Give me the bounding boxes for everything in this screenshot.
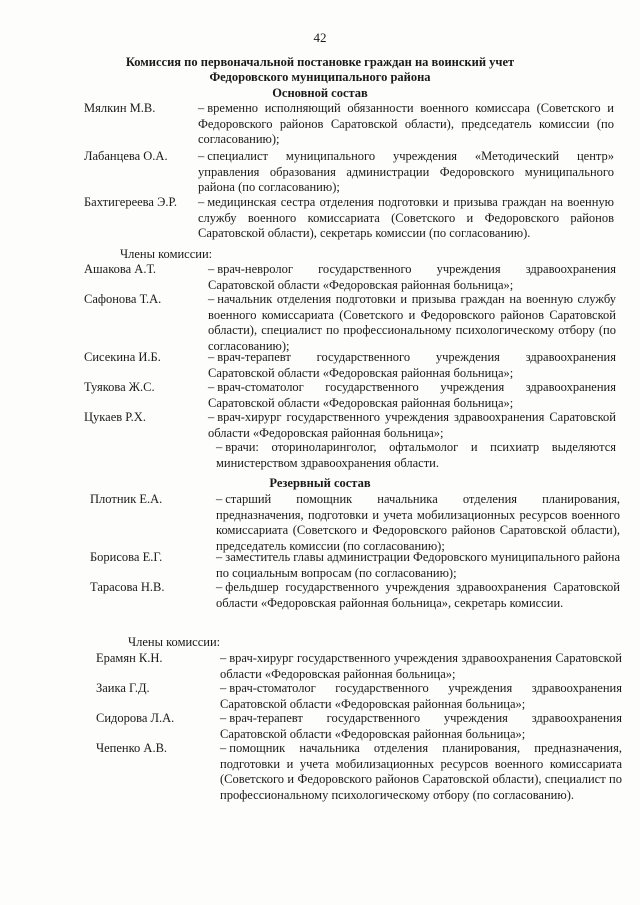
person-role: – старший помощник начальника отделения планирования, предназначения, подготовки и учета мобилизационных ресурсов военного комиссариата (Советского и Федоровского районов Саратовской области), председатель комиссии (по согласованию); <box>216 492 620 553</box>
person-name: Бахтигереева Э.Р. <box>84 195 177 209</box>
person-role: – врач-стоматолог государственного учреждения здравоохранения Саратовской области «Федоровская районная больница»; <box>220 681 622 711</box>
person-role: – начальник отделения подготовки и призыва граждан на военную службу военного комиссариата (Советского и Федоровского районов Саратовской области), специалист по профессиональному психологическому отбору (по согласованию); <box>208 292 616 353</box>
person-role: – специалист муниципального учреждения «Методический центр» управления образования администрации Федоровского муниципального района (по согласованию); <box>198 149 614 194</box>
main-composition-heading: Основной состав <box>272 86 368 100</box>
person-role: – фельдшер государственного учреждения здравоохранения Саратовской области «Федоровская районная больница», секретарь комиссии. <box>216 580 620 610</box>
person-name: Туякова Ж.С. <box>84 380 155 394</box>
person-role: – врач-хирург государственного учреждения здравоохранения Саратовской области «Федоровская районная больница»; <box>208 410 616 440</box>
person-name: Плотник Е.А. <box>90 492 163 506</box>
title-line-1: Комиссия по первоначальной постановке граждан на воинский учет <box>125 55 515 69</box>
page-number: 42 <box>313 30 327 45</box>
person-role: – помощник начальника отделения планирования, предназначения, подготовки и учета мобилизационных ресурсов военного комиссариата (Советского и Федоровского районов Саратовской области), специалист по профессиональному психологическому отбору (по согласованию). <box>220 741 622 802</box>
person-role: – медицинская сестра отделения подготовки и призыва граждан на военную службу военного комиссариата (Советского и Федоровского районов Саратовской области), секретарь комиссии (по согласованию). <box>198 195 614 240</box>
person-name: Ашакова А.Т. <box>84 262 156 276</box>
reserve-members-label: Члены комиссии: <box>128 635 221 649</box>
person-role: – врач-невролог государственного учреждения здравоохранения Саратовской области «Федоровская районная больница»; <box>208 262 616 292</box>
person-name: Чепенко А.В. <box>96 741 168 755</box>
person-name: Тарасова Н.В. <box>90 580 165 594</box>
person-role: – заместитель главы администрации Федоровского муниципального района по социальным вопросам (по согласованию); <box>216 550 620 580</box>
reserve-composition-heading: Резервный состав <box>269 476 371 490</box>
person-name: Ерамян К.Н. <box>96 651 163 665</box>
person-name: Цукаев Р.Х. <box>84 410 146 424</box>
person-name: Сисекина И.Б. <box>84 350 161 364</box>
person-role: – врач-терапевт государственного учреждения здравоохранения Саратовской области «Федоровская районная больница»; <box>220 711 622 741</box>
title-line-2: Федоровского муниципального района <box>209 70 431 84</box>
person-role: – врач-хирург государственного учреждения здравоохранения Саратовской области «Федоровская районная больница»; <box>220 651 622 681</box>
main-members-label: Члены комиссии: <box>120 247 213 261</box>
person-name: Лабанцева О.А. <box>84 149 168 163</box>
person-name: Сидорова Л.А. <box>96 711 175 725</box>
person-role: – врач-терапевт государственного учреждения здравоохранения Саратовской области «Федоровская районная больница»; <box>208 350 616 380</box>
person-name: Заика Г.Д. <box>96 681 150 695</box>
person-name: Мялкин М.В. <box>84 101 156 115</box>
person-name: Сафонова Т.А. <box>84 292 162 306</box>
person-role: – врачи: оториноларинголог, офтальмолог и психиатр выделяются министерством здравоохранения области. <box>216 440 616 470</box>
person-role: – врач-стоматолог государственного учреждения здравоохранения Саратовской области «Федоровская районная больница»; <box>208 380 616 410</box>
person-name: Борисова Е.Г. <box>90 550 163 564</box>
person-role: – временно исполняющий обязанности военного комиссара (Советского и Федоровского районов Саратовской области), председатель комиссии (по согласованию); <box>198 101 614 146</box>
